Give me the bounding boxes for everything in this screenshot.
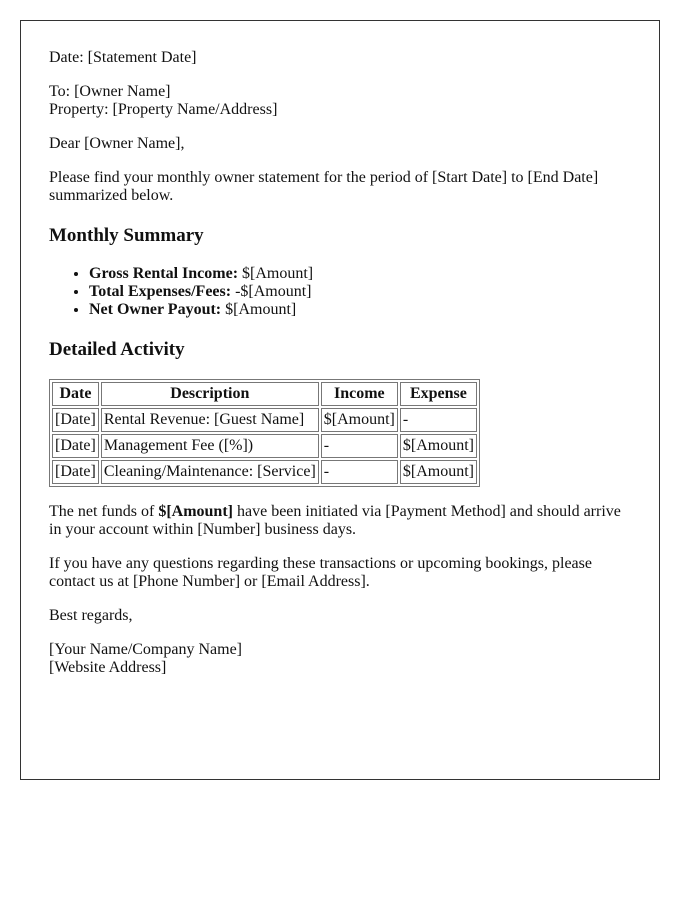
recipient-block xyxy=(49,83,631,119)
summary-value: $[Amount] xyxy=(221,301,297,318)
cell-income: - xyxy=(321,434,398,458)
intro-paragraph: Please find your monthly owner statement for the period of [Start Date] to [End Date] summarized below. xyxy=(49,169,599,204)
cell-date: [Date] xyxy=(52,460,99,484)
summary-label: Net Owner Payout: xyxy=(89,301,222,318)
cell-income: $[Amount] xyxy=(321,408,398,432)
col-income: Income xyxy=(321,382,398,406)
signature-name: [Your Name/Company Name] xyxy=(49,641,243,658)
signature-block xyxy=(49,641,631,677)
col-description: Description xyxy=(101,382,319,406)
summary-item-gross xyxy=(89,265,631,283)
table-row xyxy=(52,434,477,458)
summary-item-net xyxy=(89,301,631,319)
to-line: To: [Owner Name] xyxy=(49,83,171,100)
signature-website: [Website Address] xyxy=(49,659,167,676)
date-line: Date: [Statement Date] xyxy=(49,49,197,66)
cell-expense: - xyxy=(400,408,477,432)
table-row xyxy=(52,408,477,432)
summary-value: -$[Amount] xyxy=(231,283,312,300)
statement-letter xyxy=(20,20,660,780)
col-expense: Expense xyxy=(400,382,477,406)
closing-regards: Best regards, xyxy=(49,607,133,624)
cell-expense: $[Amount] xyxy=(400,460,477,484)
contact-paragraph: If you have any questions regarding these transactions or upcoming bookings, please contact us at [Phone Number] or [Email Address]. xyxy=(49,555,592,590)
cell-description: Cleaning/Maintenance: [Service] xyxy=(101,460,319,484)
summary-list xyxy=(49,265,631,319)
payment-amount: $[Amount] xyxy=(158,503,233,520)
property-line: Property: [Property Name/Address] xyxy=(49,101,278,118)
activity-heading: Detailed Activity xyxy=(49,339,185,360)
table-row xyxy=(52,460,477,484)
cell-description: Rental Revenue: [Guest Name] xyxy=(101,408,319,432)
activity-table xyxy=(49,379,480,487)
table-header-row xyxy=(52,382,477,406)
summary-item-expenses xyxy=(89,283,631,301)
summary-label: Gross Rental Income: xyxy=(89,265,239,282)
payment-prefix: The net funds of xyxy=(49,503,159,520)
cell-date: [Date] xyxy=(52,434,99,458)
summary-value: $[Amount] xyxy=(238,265,314,282)
cell-income: - xyxy=(321,460,398,484)
cell-expense: $[Amount] xyxy=(400,434,477,458)
cell-date: [Date] xyxy=(52,408,99,432)
salutation: Dear [Owner Name], xyxy=(49,135,185,152)
summary-heading: Monthly Summary xyxy=(49,225,204,246)
col-date: Date xyxy=(52,382,99,406)
payment-suffix: have been initiated via [Payment Method] and should arrive in your account within [Number] business days. xyxy=(49,503,621,538)
cell-description: Management Fee ([%]) xyxy=(101,434,319,458)
payment-paragraph xyxy=(49,503,631,539)
summary-label: Total Expenses/Fees: xyxy=(89,283,232,300)
